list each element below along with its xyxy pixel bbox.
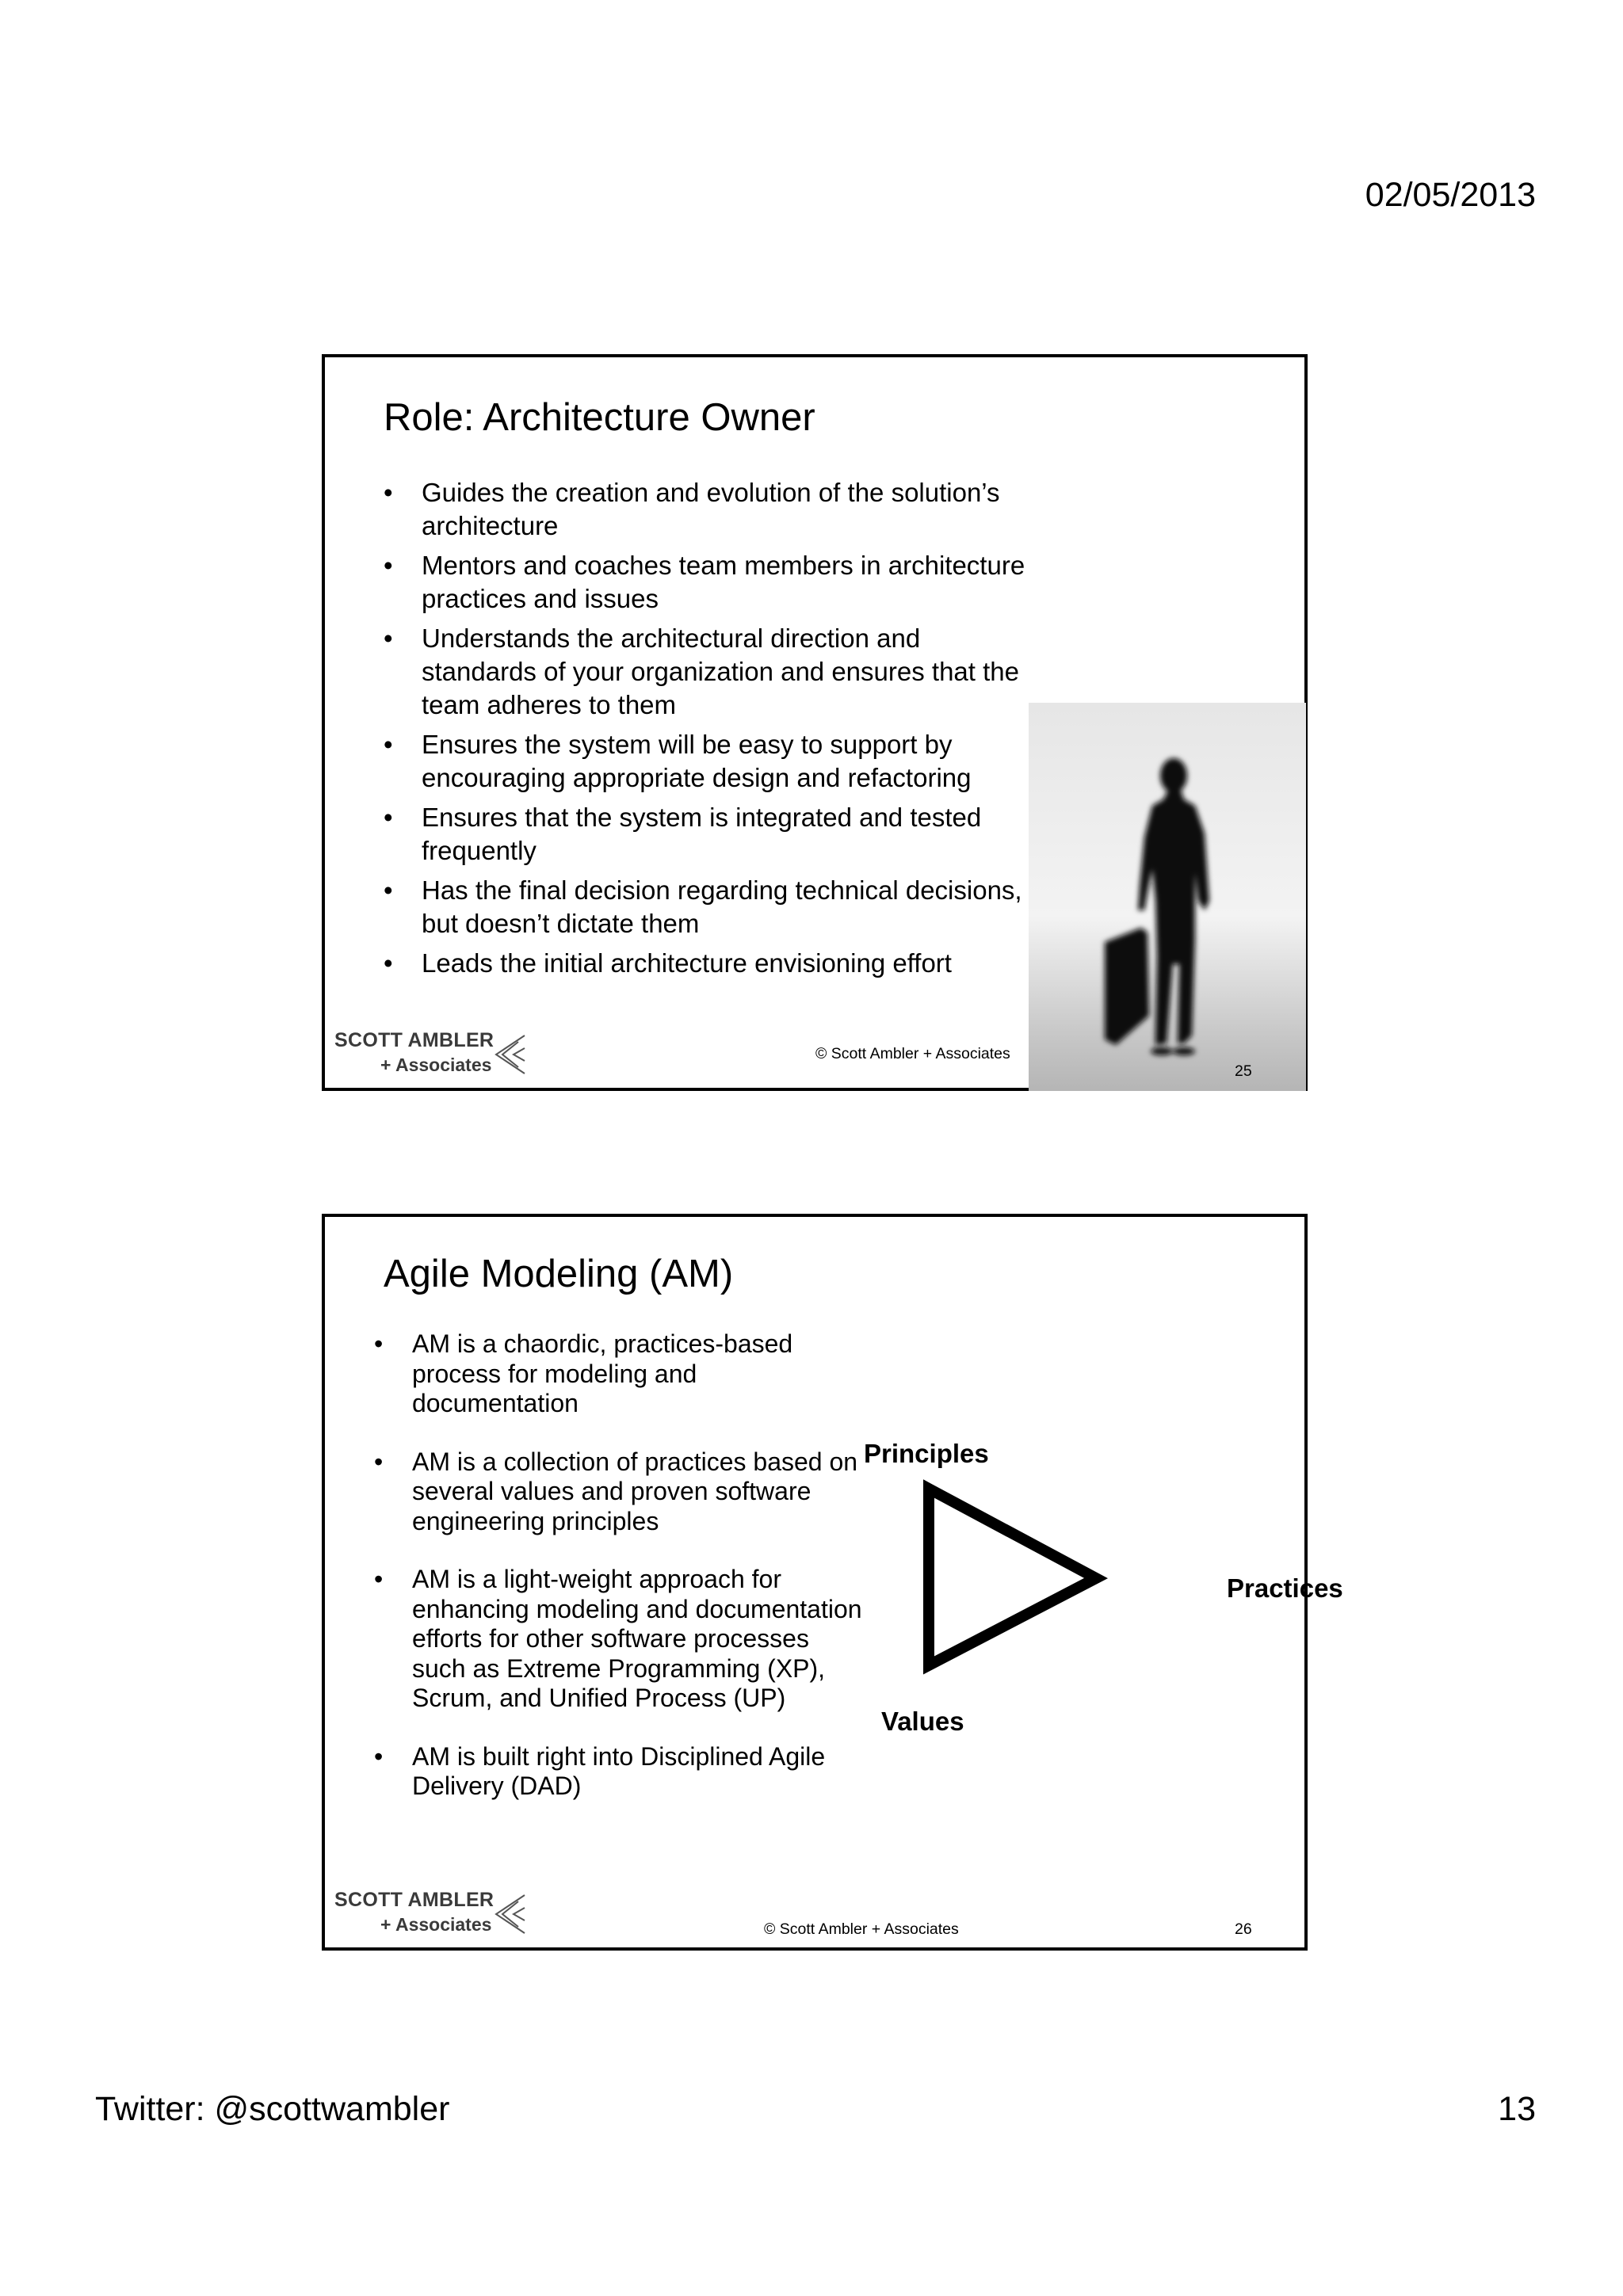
slide-number: 25 bbox=[1235, 1062, 1252, 1080]
twitter-handle: Twitter: @scottwambler bbox=[95, 2090, 450, 2128]
logo-line2: + Associates bbox=[380, 1914, 492, 1935]
bullet-item: • Ensures that the system is integrated and tested frequently bbox=[384, 801, 1041, 868]
slide-agile-modeling bbox=[322, 1214, 1343, 1951]
label-practices: Practices bbox=[1227, 1573, 1343, 1603]
bullet-item: • AM is a chaordic, practices-based process for modeling and documentation bbox=[374, 1329, 865, 1419]
label-values: Values bbox=[881, 1707, 964, 1736]
slide-title: Agile Modeling (AM) bbox=[384, 1253, 734, 1295]
bullet-item: • Guides the creation and evolution of the solution’s architecture bbox=[384, 476, 1041, 543]
scott-ambler-logo bbox=[334, 1028, 533, 1080]
bullet-item: • Mentors and coaches team members in architecture practices and issues bbox=[384, 549, 1041, 616]
bullet-item: • Has the final decision regarding technical decisions, but doesn’t dictate them bbox=[384, 874, 1041, 940]
label-principles: Principles bbox=[864, 1439, 989, 1468]
bullet-item: • Leads the initial architecture envisioning effort bbox=[384, 947, 1041, 980]
page-date: 02/05/2013 bbox=[1365, 176, 1536, 214]
slide-title: Role: Architecture Owner bbox=[384, 396, 815, 439]
copyright-text: © Scott Ambler + Associates bbox=[815, 1045, 1010, 1062]
logo-line1: SCOTT AMBLER bbox=[334, 1889, 495, 1911]
bullet-item: • Ensures the system will be easy to support by encouraging appropriate design and refactoring bbox=[384, 728, 1041, 795]
logo-line2: + Associates bbox=[380, 1055, 492, 1075]
businessman-silhouette-photo bbox=[1029, 703, 1306, 1091]
copyright-text: © Scott Ambler + Associates bbox=[764, 1920, 959, 1938]
bullet-list bbox=[374, 1329, 865, 1830]
triangle-shape bbox=[864, 1439, 1308, 1795]
slide-number: 26 bbox=[1235, 1920, 1252, 1938]
scott-ambler-logo bbox=[334, 1887, 533, 1939]
bullet-item: • AM is a light-weight approach for enhancing modeling and documentation efforts for other software processes such as Extreme Programming (XP), Scrum, and Unified Process (UP) bbox=[374, 1565, 865, 1714]
bullet-item: • AM is built right into Disciplined Agile Delivery (DAD) bbox=[374, 1742, 865, 1802]
page-number: 13 bbox=[1498, 2090, 1536, 2128]
bullet-item: • Understands the architectural direction and standards of your organization and ensures that the team adheres to them bbox=[384, 622, 1041, 722]
bullet-item: • AM is a collection of practices based on several values and proven software engineering principles bbox=[374, 1447, 865, 1537]
logo-chevron-icon bbox=[490, 1892, 531, 1936]
principles-practices-values-diagram bbox=[864, 1439, 1343, 1795]
slide-architecture-owner bbox=[322, 354, 1308, 1091]
logo-chevron-icon bbox=[490, 1032, 531, 1077]
logo-line1: SCOTT AMBLER bbox=[334, 1029, 495, 1051]
bullet-list bbox=[384, 476, 1041, 986]
